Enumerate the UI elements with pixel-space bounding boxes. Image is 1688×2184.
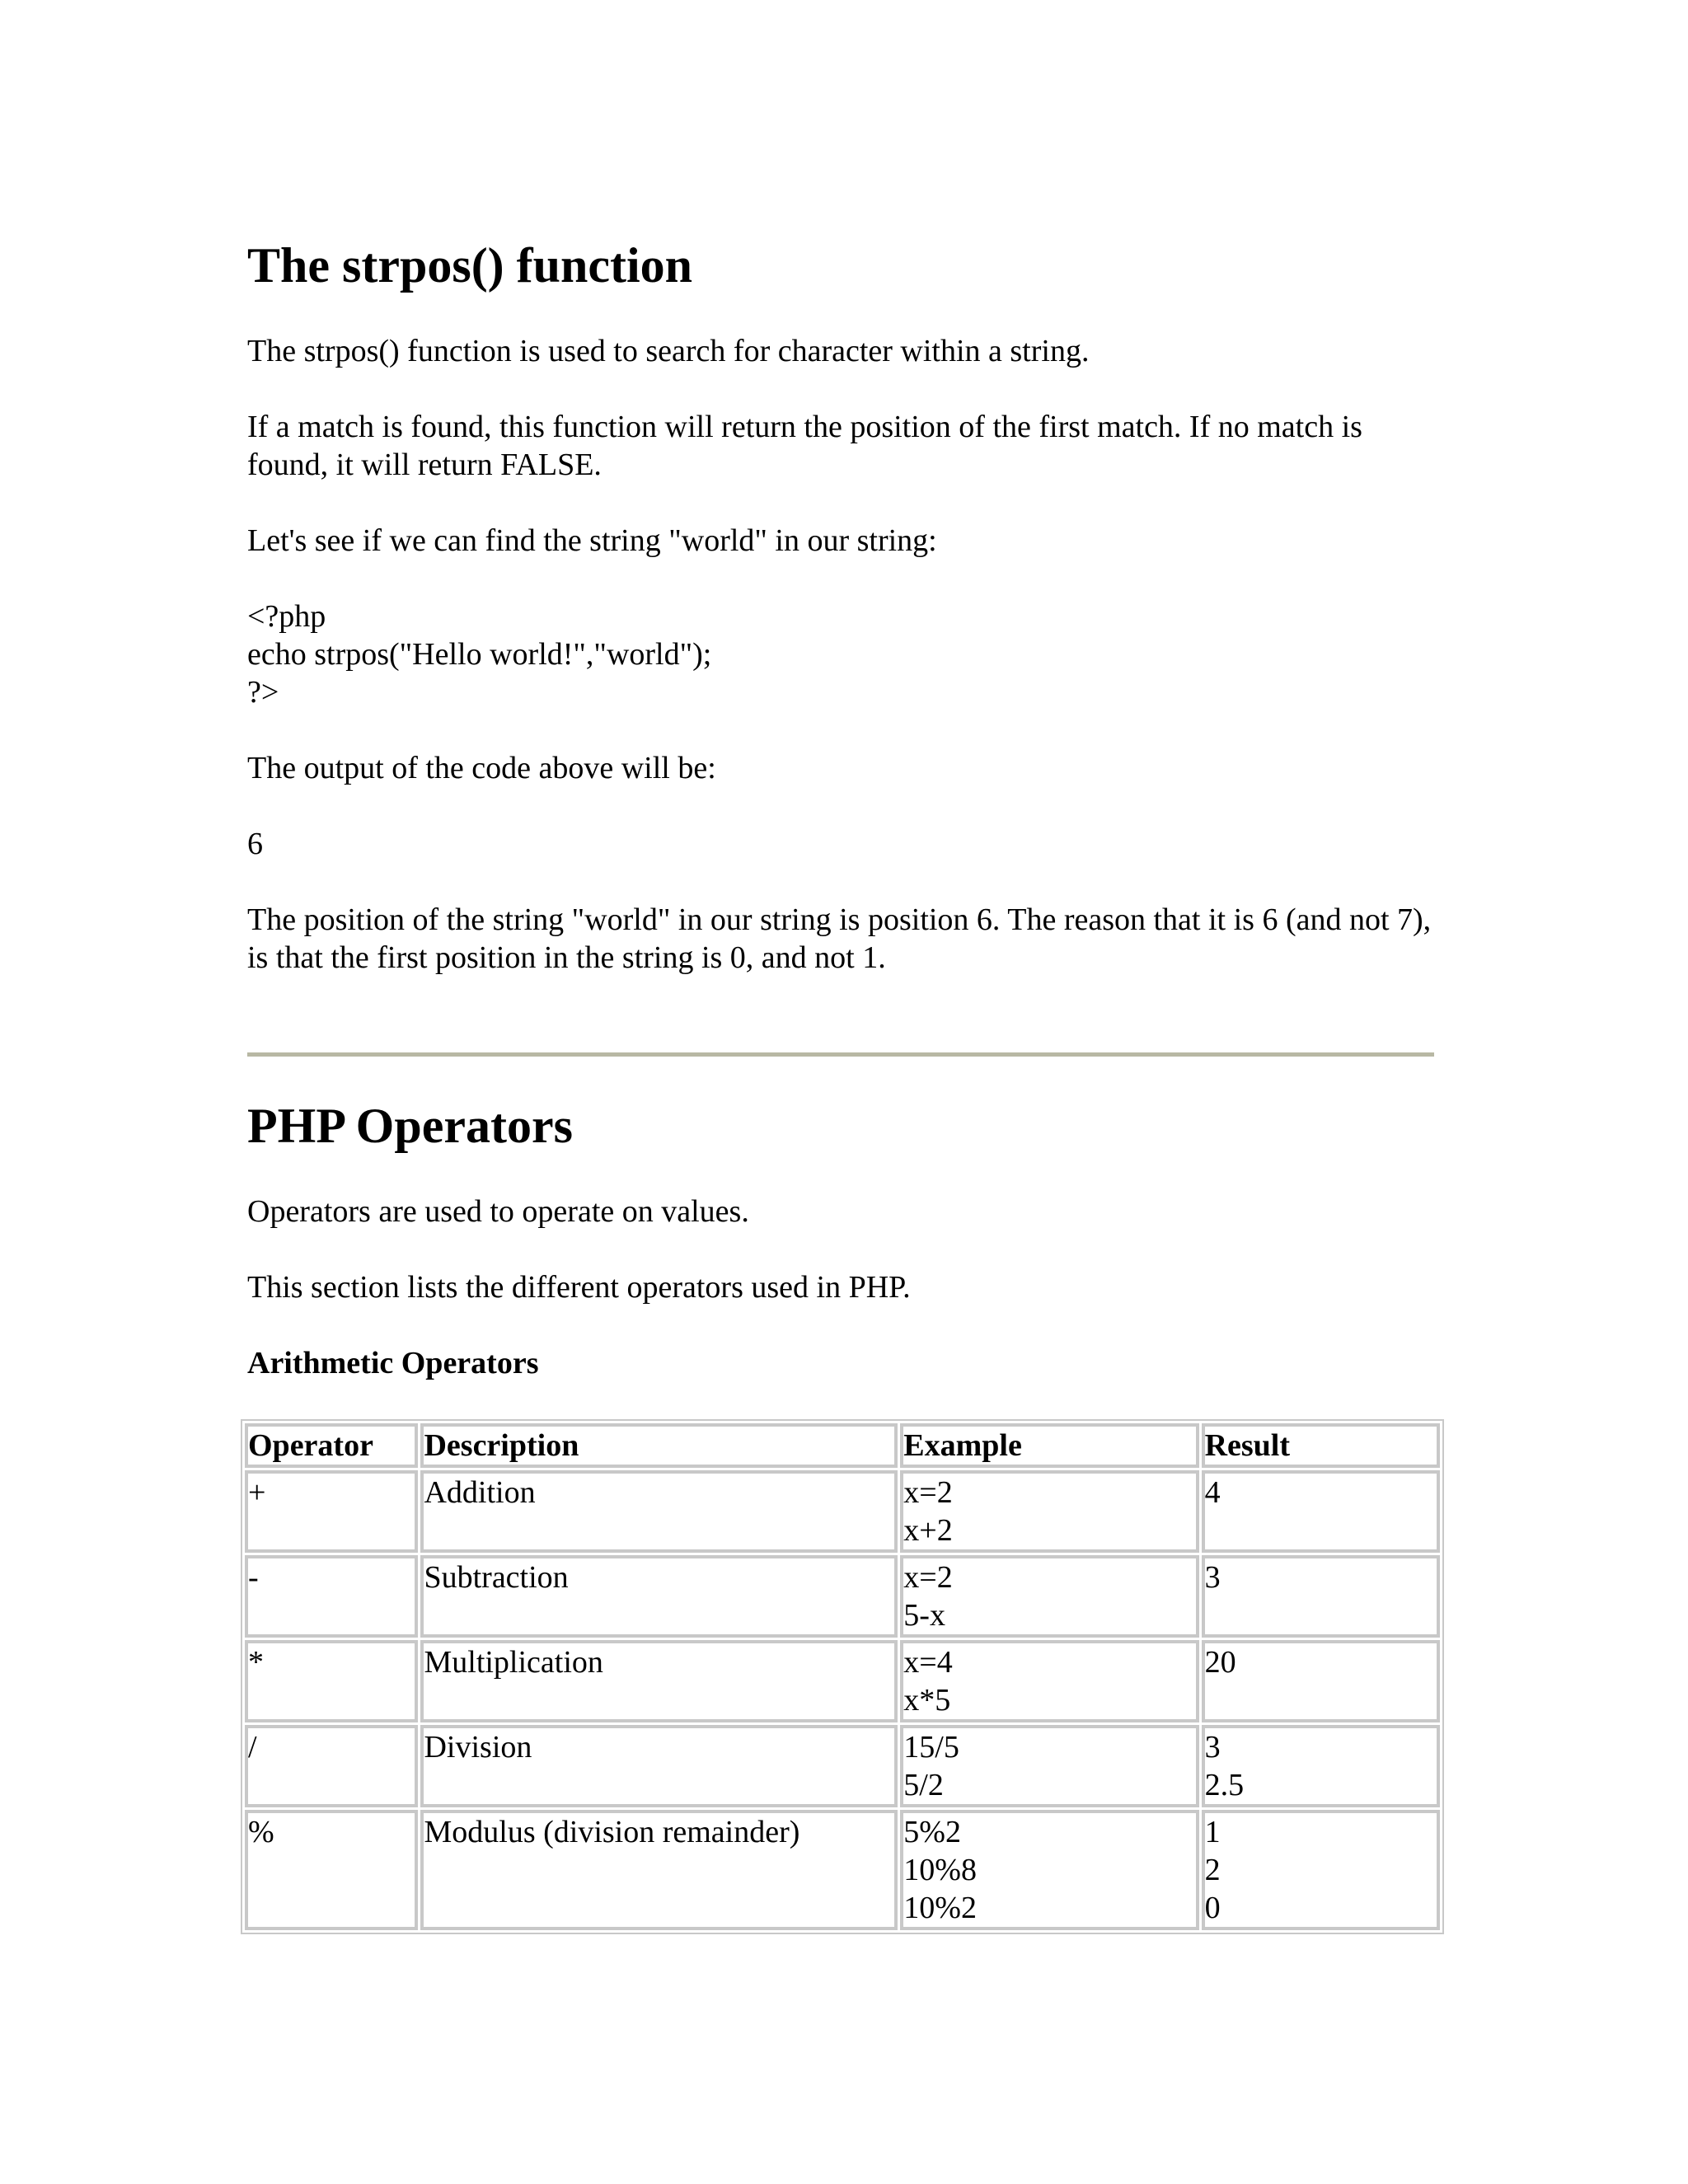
table-row (245, 1470, 1440, 1553)
operator-cell: + (245, 1470, 418, 1553)
description-cell: Subtraction (420, 1555, 898, 1638)
table-header-row (245, 1423, 1440, 1468)
result-cell (1202, 1640, 1440, 1722)
example-line: 10%2 (903, 1891, 977, 1925)
example-line: x=4 (903, 1645, 953, 1680)
result-cell (1202, 1470, 1440, 1553)
operator-cell: * (245, 1640, 418, 1722)
strpos-explanation: The position of the string "world" in our string is position 6. The reason that it is 6 (and not 7), is that the first position in the string is 0, and not 1. (247, 902, 1432, 975)
column-header-description: Description (420, 1423, 898, 1468)
table-row (245, 1640, 1440, 1722)
result-line: 4 (1204, 1475, 1221, 1510)
strpos-match-description: If a match is found, this function will return the position of the first match. If no match is found, it will return FALSE. (247, 410, 1362, 482)
result-cell (1202, 1810, 1440, 1930)
example-line: 15/5 (903, 1730, 959, 1765)
column-header-operator: Operator (245, 1423, 418, 1468)
result-line: 20 (1204, 1645, 1236, 1680)
code-line: echo strpos("Hello world!","world"); (247, 637, 712, 672)
operator-cell: / (245, 1725, 418, 1807)
example-cell (900, 1810, 1198, 1930)
operators-section-description: This section lists the different operators used in PHP. (247, 1270, 911, 1305)
table-row (245, 1725, 1440, 1807)
example-cell (900, 1725, 1198, 1807)
result-line: 2 (1204, 1853, 1221, 1887)
table-row (245, 1555, 1440, 1638)
output-intro: The output of the code above will be: (247, 751, 716, 785)
operators-title: PHP Operators (247, 1099, 573, 1153)
description-cell: Multiplication (420, 1640, 898, 1722)
operator-cell: % (245, 1810, 418, 1930)
output-value: 6 (247, 827, 263, 861)
description-cell: Division (420, 1725, 898, 1807)
description-cell: Addition (420, 1470, 898, 1553)
result-line: 1 (1204, 1815, 1221, 1849)
example-cell (900, 1470, 1198, 1553)
example-cell (900, 1555, 1198, 1638)
result-line: 3 (1204, 1560, 1221, 1595)
strpos-intro: The strpos() function is used to search for character within a string. (247, 334, 1090, 368)
example-line: x*5 (903, 1683, 951, 1718)
result-line: 0 (1204, 1891, 1221, 1925)
code-block (247, 598, 1434, 711)
arithmetic-operators-heading: Arithmetic Operators (247, 1346, 539, 1380)
example-line: x+2 (903, 1513, 953, 1548)
example-line: 5/2 (903, 1768, 944, 1802)
table-row (245, 1810, 1440, 1930)
example-line: 5-x (903, 1598, 945, 1633)
column-header-example: Example (900, 1423, 1198, 1468)
example-line: x=2 (903, 1475, 953, 1510)
example-cell (900, 1640, 1198, 1722)
operator-cell: - (245, 1555, 418, 1638)
strpos-title: The strpos() function (247, 238, 693, 293)
operators-intro: Operators are used to operate on values. (247, 1194, 749, 1229)
example-line: x=2 (903, 1560, 953, 1595)
result-cell (1202, 1725, 1440, 1807)
result-line: 3 (1204, 1730, 1221, 1765)
strpos-example-intro: Let's see if we can find the string "world" in our string: (247, 523, 937, 558)
description-cell: Modulus (division remainder) (420, 1810, 898, 1930)
example-line: 10%8 (903, 1853, 977, 1887)
column-header-result: Result (1202, 1423, 1440, 1468)
result-line: 2.5 (1204, 1768, 1245, 1802)
arithmetic-operators-table (241, 1419, 1444, 1934)
result-cell (1202, 1555, 1440, 1638)
code-line: ?> (247, 675, 279, 710)
code-line: <?php (247, 599, 326, 634)
horizontal-divider (247, 1052, 1434, 1057)
example-line: 5%2 (903, 1815, 961, 1849)
